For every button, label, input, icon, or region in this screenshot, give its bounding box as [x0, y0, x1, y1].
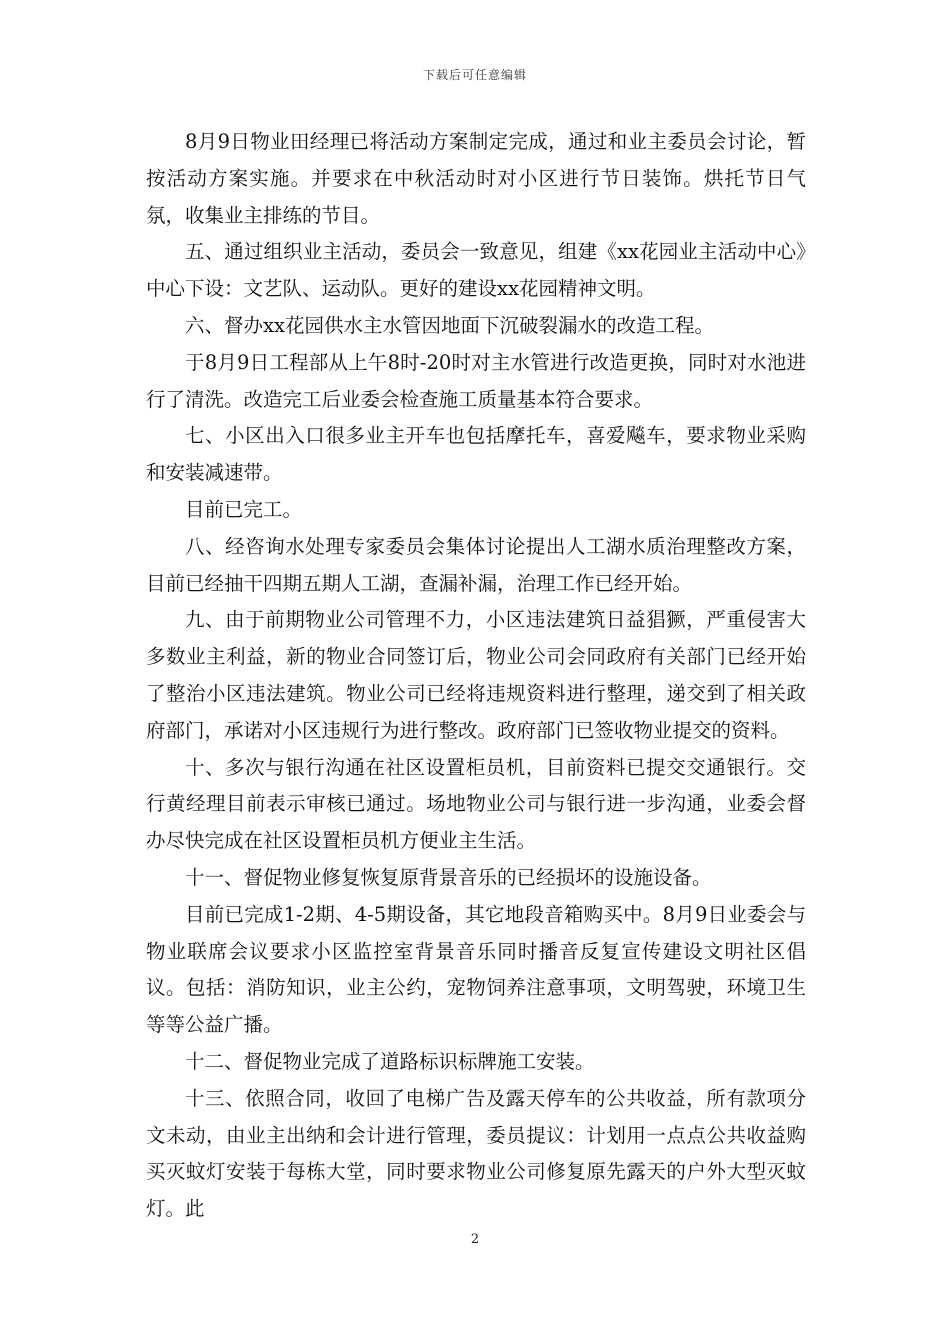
paragraph: 目前已完工。	[185, 497, 303, 521]
paragraph: 八、经咨询水处理专家委员会集体讨论提出人工湖水质治理整改方案，目前已经抽干四期五期人工湖，查漏补漏，治理工作已经开始。	[146, 534, 806, 595]
paragraph: 七、小区出入口很多业主开车也包括摩托车，喜爱飚车，要求物业采购和安装减速带。	[146, 424, 806, 485]
paragraph: 十一、督促物业修复恢复原背景音乐的已经损坏的设施设备。	[185, 865, 712, 889]
page-header: 下载后可任意编辑	[422, 68, 527, 82]
paragraph: 五、通过组织业主活动，委员会一致意见，组建《xx花园业主活动中心》中心下设：文艺队、运动队。更好的建设xx花园精神文明。	[146, 240, 806, 301]
paragraph: 九、由于前期物业公司管理不力，小区违法建筑日益猖獗，严重侵害大多数业主利益，新的物业合同签订后，物业公司会同政府有关部门已经开始了整治小区违法建筑。物业公司已经将违规资料进行整理，递交到了相关政府部门，承诺对小区违规行为进行整改。政府部门已签收物业提交的资料。	[146, 608, 806, 742]
paragraph: 十、多次与银行沟通在社区设置柜员机，目前资料已提交交通银行。交行黄经理目前表示审核已通过。场地物业公司与银行进一步沟通，业委会督办尽快完成在社区设置柜员机方便业主生活。	[146, 755, 806, 853]
document-body	[146, 124, 806, 1228]
paragraph: 于8月9日工程部从上午8时-20时对主水管进行改造更换，同时对水池进行了清洗。改造完工后业委会检查施工质量基本符合要求。	[146, 350, 806, 411]
paragraph: 六、督办xx花园供水主水管因地面下沉破裂漏水的改造工程。	[185, 313, 714, 337]
paragraph: 8月9日物业田经理已将活动方案制定完成，通过和业主委员会讨论，暂按活动方案实施。并要求在中秋活动时对小区进行节日装饰。烘托节日气氛，收集业主排练的节目。	[146, 130, 806, 227]
paragraph: 十三、依照合同，收回了电梯广告及露天停车的公共收益，所有款项分文未动，由业主出纳和会计进行管理，委员提议：计划用一点点公共收益购买灭蚊灯安装于每栋大堂，同时要求物业公司修复原先露天的户外大型灭蚊灯。此	[146, 1086, 806, 1221]
page-number: 2	[470, 1232, 480, 1247]
paragraph: 十二、督促物业完成了道路标识标牌施工安装。	[185, 1049, 595, 1073]
paragraph: 目前已完成1-2期、4-5期设备，其它地段音箱购买中。8月9日业委会与物业联席会议要求小区监控室背景音乐同时播音反复宣传建设文明社区倡议。包括：消防知识，业主公约，宠物饲养注意事项，文明驾驶，环境卫生等等公益广播。	[146, 902, 806, 1037]
